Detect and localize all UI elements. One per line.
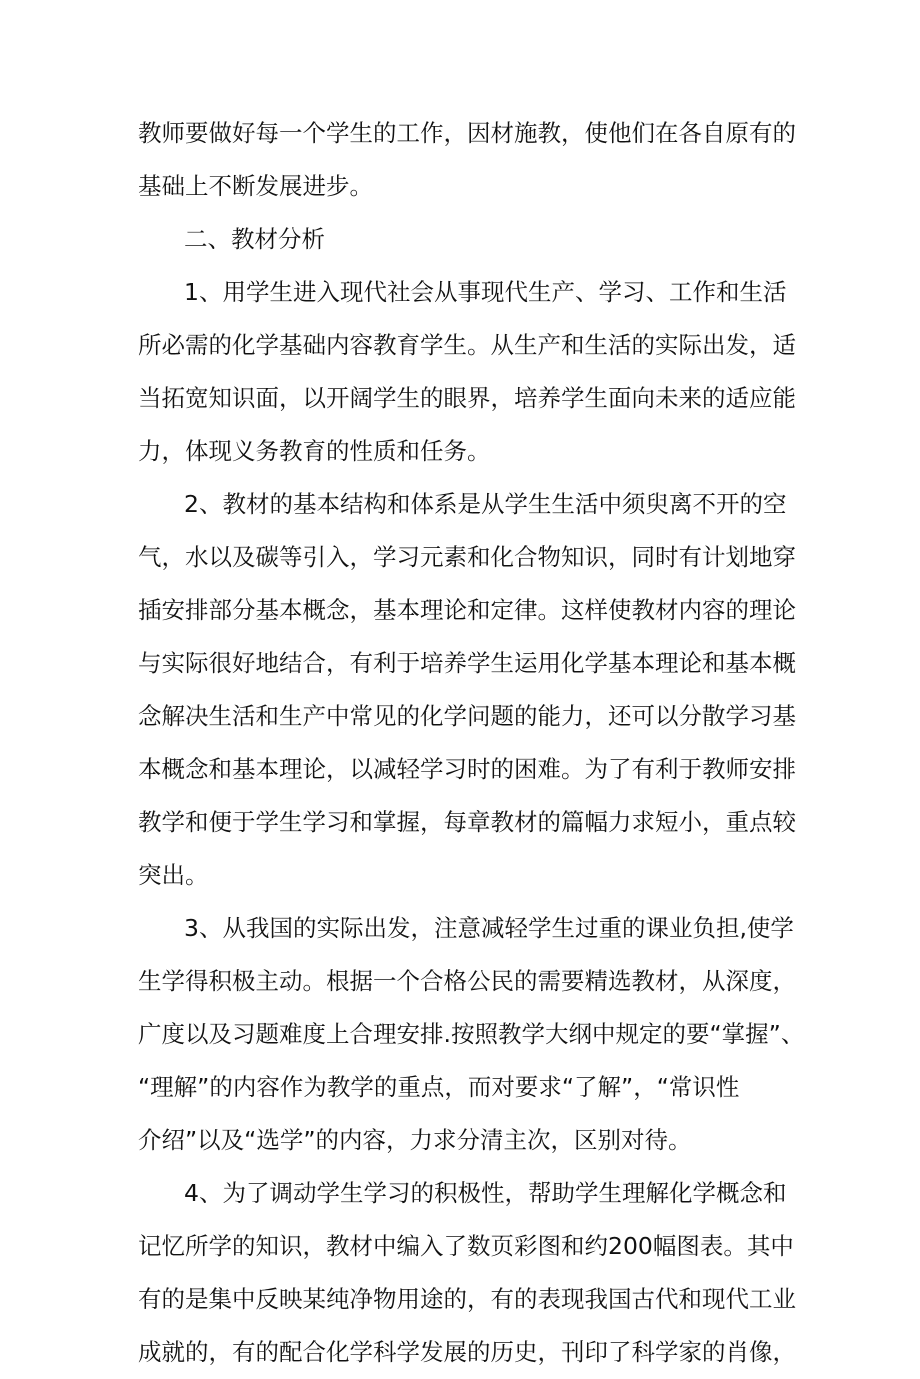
text-line: 1、用学生进入现代社会从事现代生产、学习、工作和生活 xyxy=(184,278,787,306)
text-line: 所必需的化学基础内容教育学生。从生产和生活的实际出发，适 xyxy=(138,331,796,359)
text-line: 2、教材的基本结构和体系是从学生生活中须臾离不开的空 xyxy=(184,490,787,518)
text-line: 生学得积极主动。根据一个合格公民的需要精选教材，从深度， xyxy=(138,967,796,995)
text-line: 插安排部分基本概念，基本理论和定律。这样使教材内容的理论 xyxy=(138,596,796,624)
text-line: 4、为了调动学生学习的积极性，帮助学生理解化学概念和 xyxy=(184,1179,787,1207)
text-line: 教学和便于学生学习和掌握，每章教材的篇幅力求短小，重点较 xyxy=(138,808,796,836)
text-line: 成就的，有的配合化学科学发展的历史，刊印了科学家的肖像， xyxy=(138,1338,796,1366)
text-line: 力，体现义务教育的性质和任务。 xyxy=(138,437,491,465)
text-line: “理解”的内容作为教学的重点，而对要求“了解”，“常识性 xyxy=(138,1073,740,1101)
text-line: 介绍”以及“选学”的内容，力求分清主次，区别对待。 xyxy=(138,1126,692,1154)
text-line: 教师要做好每一个学生的工作，因材施教，使他们在各自原有的 xyxy=(138,119,796,147)
text-line: 本概念和基本理论，以减轻学习时的困难。为了有利于教师安排 xyxy=(138,755,796,783)
section-heading: 二、教材分析 xyxy=(184,225,325,253)
text-line: 有的是集中反映某纯净物用途的，有的表现我国古代和现代工业 xyxy=(138,1285,796,1313)
text-line: 基础上不断发展进步。 xyxy=(138,172,373,200)
text-line: 当拓宽知识面，以开阔学生的眼界，培养学生面向未来的适应能 xyxy=(138,384,796,412)
text-line: 与实际很好地结合，有利于培养学生运用化学基本理论和基本概 xyxy=(138,649,796,677)
text-line: 广度以及习题难度上合理安排.按照教学大纲中规定的要“掌握”、 xyxy=(138,1020,805,1048)
text-line: 突出。 xyxy=(138,861,209,889)
text-line: 记忆所学的知识，教材中编入了数页彩图和约200幅图表。其中 xyxy=(138,1232,794,1260)
document-body xyxy=(138,107,805,1379)
text-line: 气，水以及碳等引入，学习元素和化合物知识，同时有计划地穿 xyxy=(138,543,796,571)
text-line: 3、从我国的实际出发，注意减轻学生过重的课业负担,使学 xyxy=(184,914,794,942)
text-line: 念解决生活和生产中常见的化学问题的能力，还可以分散学习基 xyxy=(138,702,796,730)
